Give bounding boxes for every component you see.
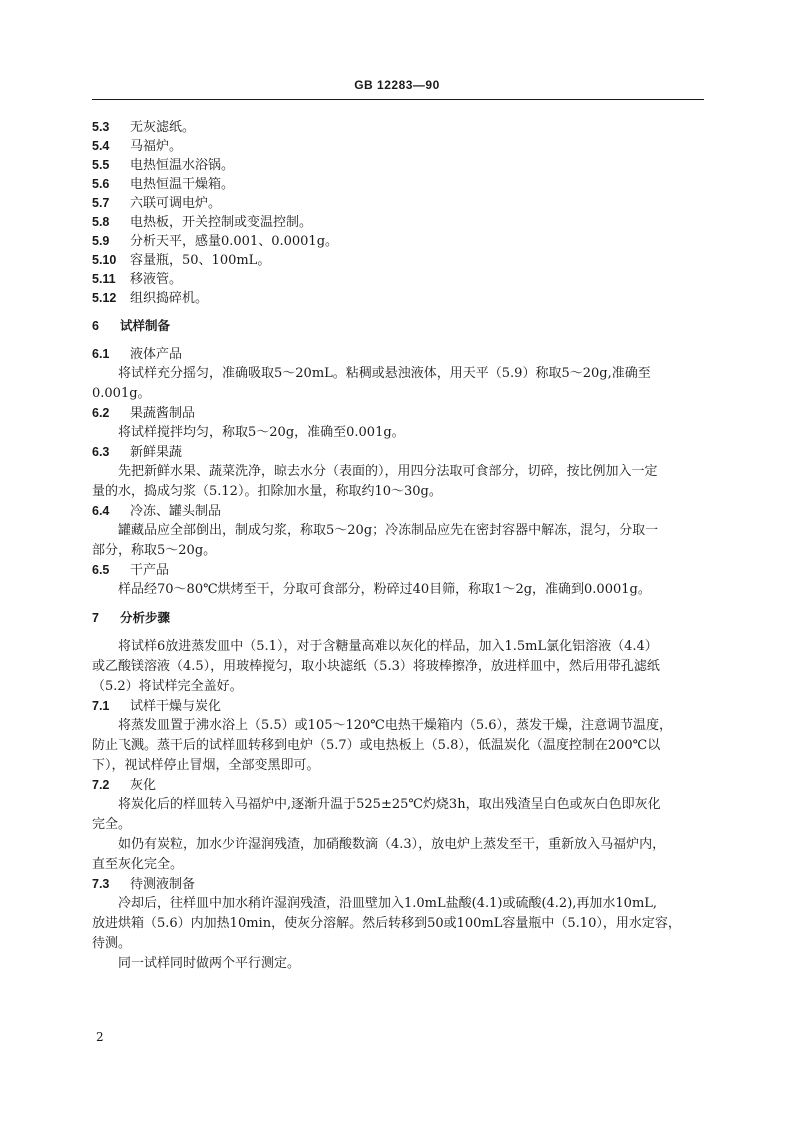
section-7: [92, 609, 704, 974]
paragraph-line: 如仍有炭粒，加水少许湿润残渣，加硝酸数滴（4.3），放电炉上蒸发至干，重新放入马福炉内，: [118, 837, 666, 852]
subsection-number: 6.3: [92, 445, 110, 459]
item-text: 移液管。: [130, 272, 183, 287]
paragraph-line: 量的水，捣成匀浆（5.12）。扣除加水量，称取约10～30g。: [92, 484, 442, 499]
page-header: GB 12283—90: [354, 78, 440, 92]
list-item: [92, 156, 704, 175]
paragraph-line: 完全。: [92, 817, 132, 832]
subsection-heading: [92, 404, 704, 423]
list-section-5: [92, 118, 704, 308]
paragraph-line: 将试样6放进蒸发皿中（5.1），对于含糖量高难以灰化的样品，加入1.5mL氯化铝溶液（4.4）: [118, 639, 658, 654]
item-text: 马福炉。: [130, 139, 183, 154]
subsection-title: 液体产品: [130, 347, 183, 362]
paragraph-line: （5.2）将试样完全盖好。: [92, 679, 243, 694]
paragraph-line: 防止飞溅。蒸干后的试样皿转移到电炉（5.7）或电热板上（5.8），低温炭化（温度控制在200℃以: [92, 738, 661, 753]
section-heading: [92, 609, 704, 628]
paragraph-line: 待测。: [92, 936, 132, 951]
page-number: 2: [96, 1030, 104, 1044]
paragraph-line: 或乙酸镁溶液（4.5），用玻棒搅匀，取小块滤纸（5.3）将玻棒擦净，放进样皿中，然后用带孔滤纸: [92, 659, 660, 674]
list-item: [92, 194, 704, 213]
subsection-title: 冷冻、罐头制品: [130, 504, 222, 519]
section-title: 试样制备: [120, 318, 171, 333]
paragraph-line: 将蒸发皿置于沸水浴上（5.5）或105～120℃电热干燥箱内（5.6），蒸发干燥，注意调节温度，: [118, 718, 673, 733]
paragraph-line: 冷却后，往样皿中加水稍许湿润残渣，沿皿壁加入1.0mL盐酸(4.1)或硫酸(4.2),再加水10mL,: [118, 896, 658, 911]
item-text: 分析天平，感量0.001、0.0001g。: [130, 234, 339, 249]
subsection-heading: [92, 561, 704, 580]
item-text: 六联可调电炉。: [130, 196, 222, 211]
subsection-number: 6.2: [92, 406, 110, 420]
subsection-title: 新鲜果蔬: [130, 445, 183, 460]
paragraph-line: 部分，称取5～20g。: [92, 543, 217, 558]
paragraph-line: 先把新鲜水果、蔬菜洗净，晾去水分（表面的），用四分法取可食部分，切碎，按比例加入一定: [118, 464, 658, 479]
list-item: [92, 270, 704, 289]
section-number: 6: [92, 319, 99, 333]
subsection-number: 6.4: [92, 504, 110, 518]
item-text: 电热恒温水浴锅。: [130, 158, 235, 173]
subsection-heading: [92, 697, 704, 716]
list-item: [92, 232, 704, 251]
item-number: 5.6: [92, 177, 110, 191]
item-text: 电热恒温干燥箱。: [130, 177, 235, 192]
list-item: [92, 251, 704, 270]
subsection-title: 试样干燥与炭化: [130, 699, 222, 714]
item-number: 5.5: [92, 158, 110, 172]
paragraph-line: 下），视试样停止冒烟，全部变黑即可。: [92, 758, 320, 773]
item-number: 5.11: [92, 272, 116, 286]
item-number: 5.8: [92, 215, 110, 229]
subsection-number: 7.1: [92, 699, 110, 713]
item-number: 5.10: [92, 253, 117, 267]
item-text: 电热板，开关控制或变温控制。: [130, 215, 313, 230]
item-text: 组织捣碎机。: [130, 291, 209, 306]
paragraph-line: 罐藏品应全部倒出，制成匀浆，称取5～20g；冷冻制品应先在密封容器中解冻，混匀，分取一: [118, 523, 659, 538]
subsection-number: 6.5: [92, 563, 110, 577]
subsection-title: 干产品: [130, 563, 170, 578]
paragraph-line: 0.001g。: [92, 386, 151, 401]
subsection-heading: [92, 443, 704, 462]
subsection-number: 7.2: [92, 778, 110, 792]
section-heading: [92, 317, 704, 336]
list-item: [92, 289, 704, 308]
paragraph-line: 将试样搅拌均匀，称取5～20g，准确至0.001g。: [118, 425, 405, 440]
paragraph-line: 放进烘箱（5.6）内加热10min，使灰分溶解。然后转移到50或100mL容量瓶中（5.10），用水定容，: [92, 916, 681, 931]
item-number: 5.4: [92, 139, 110, 153]
list-item: [92, 175, 704, 194]
section-number: 7: [92, 611, 99, 625]
subsection-number: 6.1: [92, 347, 110, 361]
paragraph-line: 将炭化后的样皿转入马福炉中,逐渐升温于525±25℃灼烧3h，取出残渣呈白色或灰白色即灰化: [118, 797, 661, 812]
subsection-number: 7.3: [92, 877, 110, 891]
subsection-heading: [92, 502, 704, 521]
subsection-title: 待测液制备: [130, 877, 196, 892]
header-rule: [92, 99, 704, 100]
item-number: 5.7: [92, 196, 110, 210]
paragraph-line: 直至灰化完全。: [92, 857, 184, 872]
item-number: 5.9: [92, 234, 110, 248]
list-item: [92, 118, 704, 137]
list-item: [92, 213, 704, 232]
paragraph-line: 同一试样同时做两个平行测定。: [118, 956, 301, 971]
list-item: [92, 137, 704, 156]
section-title: 分析步骤: [120, 610, 171, 625]
page-content: [92, 118, 704, 974]
item-number: 5.3: [92, 120, 110, 134]
subsection-heading: [92, 875, 704, 894]
section-6: [92, 317, 704, 600]
item-text: 容量瓶，50、100mL。: [130, 253, 271, 268]
item-text: 无灰滤纸。: [130, 120, 196, 135]
subsection-heading: [92, 345, 704, 364]
paragraph-line: 样品经70～80℃烘烤至干，分取可食部分，粉碎过40目筛，称取1～2g，准确到0.0001g。: [118, 582, 651, 597]
subsection-title: 灰化: [130, 778, 157, 793]
subsection-title: 果蔬酱制品: [130, 406, 196, 421]
item-number: 5.12: [92, 291, 117, 305]
paragraph-line: 将试样充分摇匀，准确吸取5～20mL。粘稠或悬浊液体，用天平（5.9）称取5～20g,准确至: [118, 366, 651, 381]
subsection-heading: [92, 776, 704, 795]
